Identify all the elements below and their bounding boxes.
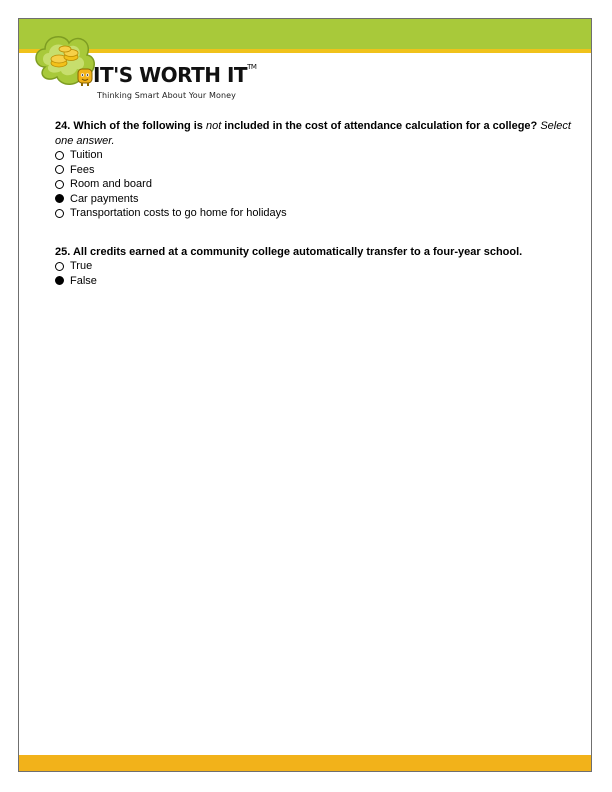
- option-label: Room and board: [70, 178, 152, 190]
- footer-band: [19, 755, 591, 771]
- radio-unselected-icon[interactable]: [55, 180, 64, 189]
- question-25-text: 25. All credits earned at a community college automatically transfer to a four-year school.: [55, 245, 523, 258]
- radio-unselected-icon[interactable]: [55, 209, 64, 218]
- its-worth-it-logo: [31, 27, 261, 107]
- option-label: Transportation costs to go home for holidays: [70, 207, 287, 219]
- question-24-stem: 24. Which of the following is: [55, 120, 206, 132]
- logo-wordmark-text: IT'S WORTH IT: [93, 63, 248, 87]
- question-24-text: [55, 119, 575, 148]
- trademark-mark: TM: [247, 63, 257, 71]
- option-label: Car payments: [70, 192, 139, 205]
- option-label: Fees: [70, 163, 95, 176]
- option-tuition[interactable]: [55, 148, 575, 163]
- mascot-icon: [77, 67, 93, 87]
- question-24: [55, 119, 575, 221]
- question-24-stem-rest: included in the cost of attendance calculation for a college?: [221, 120, 538, 132]
- question-24-instruction: Select one answer.: [55, 120, 571, 147]
- option-room-and-board[interactable]: [55, 177, 575, 192]
- radio-selected-icon[interactable]: [55, 276, 64, 285]
- option-label: False: [70, 274, 97, 287]
- quiz-content: [55, 119, 575, 312]
- question-25: [55, 245, 575, 289]
- option-fees[interactable]: [55, 163, 575, 178]
- option-transportation-costs[interactable]: [55, 206, 575, 221]
- radio-unselected-icon[interactable]: [55, 165, 64, 174]
- page-frame: [18, 18, 592, 772]
- radio-unselected-icon[interactable]: [55, 151, 64, 160]
- question-24-emphasis: not: [205, 120, 222, 132]
- option-true[interactable]: [55, 259, 575, 274]
- option-label: True: [70, 260, 93, 272]
- option-car-payments[interactable]: [55, 192, 575, 207]
- radio-selected-icon[interactable]: [55, 194, 64, 203]
- option-label: Tuition: [70, 149, 103, 161]
- logo-tagline: Thinking Smart About Your Money: [97, 91, 236, 100]
- radio-unselected-icon[interactable]: [55, 262, 64, 271]
- logo-wordmark: [93, 63, 256, 87]
- option-false[interactable]: [55, 274, 575, 289]
